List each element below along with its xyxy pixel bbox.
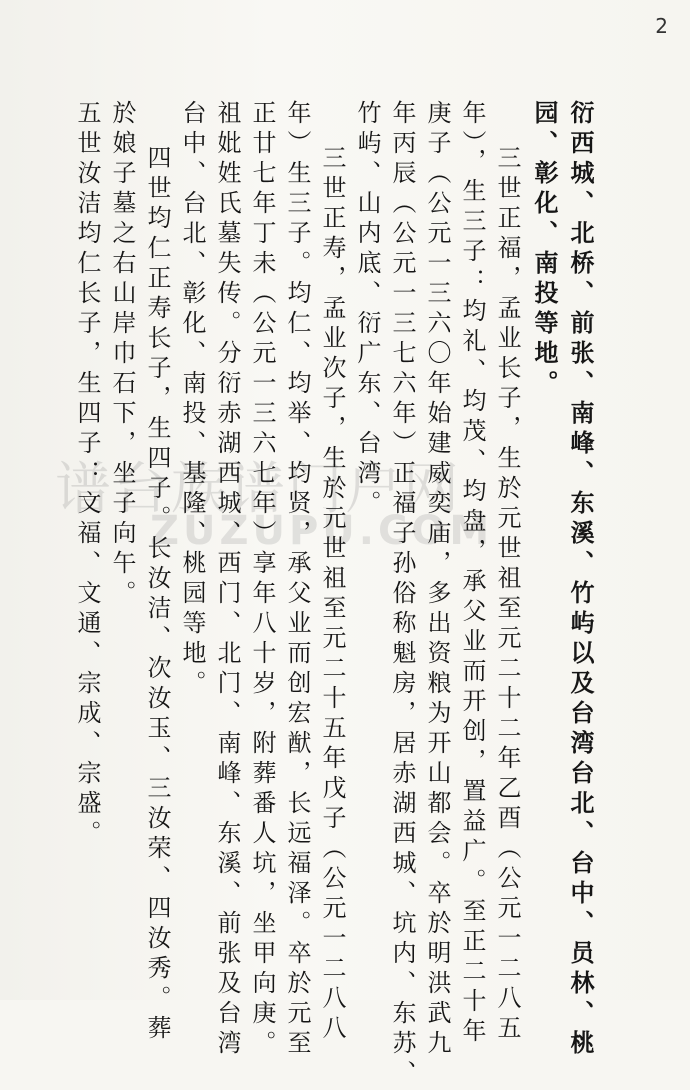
watermark-text-en: ZUZUPU.COM: [150, 508, 494, 554]
text-column-6: 年丙辰（公元一三七六年）正福子孙俗称魁房，居赤湖西城、坑内、东苏、: [388, 100, 416, 1090]
page-number: 2: [655, 14, 668, 38]
text-column-1: 衍西城、北桥、前张、南峰、东溪、竹屿以及台湾台北、台中、员林、桃: [566, 100, 595, 1060]
text-column-12: 台中、台北、彰化、南投、基隆、桃园等地。: [178, 100, 206, 700]
text-column-14: 於娘子墓之右山岸巾石下，坐子向午。: [108, 100, 136, 610]
text-column-11: 祖妣姓氏墓失传。分衍赤湖西城、西门、北门、南峰、东溪、前张及台湾: [213, 100, 241, 1060]
text-column-8: 三世正寿，孟业次子，生於元世祖至元二十五年戊子（公元一二八八: [318, 145, 346, 1045]
watermark-text-cn: 谱台族谱门户网: [55, 457, 461, 522]
text-column-7: 竹屿、山内底、衍广东、台湾。: [353, 100, 381, 520]
text-column-4: 年），生三子：均礼、均茂、均盘，承父业而开创，置益广。至正二十年: [458, 100, 486, 1048]
text-column-13: 四世均仁正寿长子，生四子。长汝洁、次汝玉、三汝荣、四汝秀。葬: [143, 145, 171, 1045]
text-column-3: 三世正福，孟业长子，生於元世祖至元二十二年乙酉（公元一二八五: [493, 145, 521, 1045]
text-column-15: 五世汝洁均仁长子，生四子：文福、文通、宗成、宗盛。: [73, 100, 101, 850]
text-column-2: 园、彰化、南投等地。: [530, 100, 559, 400]
text-column-10: 正廿七年丁未（公元一三六七年）享年八十岁，附葬番人坑，坐甲向庚。: [248, 100, 276, 1060]
text-column-5: 庚子（公元一三六〇年始建威奕庙，多出资粮为开山都会。卒於明洪武九: [423, 100, 451, 1060]
text-column-9: 年）生三子。均仁、均举、均贤，承父业而创宏猷，长远福泽。卒於元至: [283, 100, 311, 1060]
